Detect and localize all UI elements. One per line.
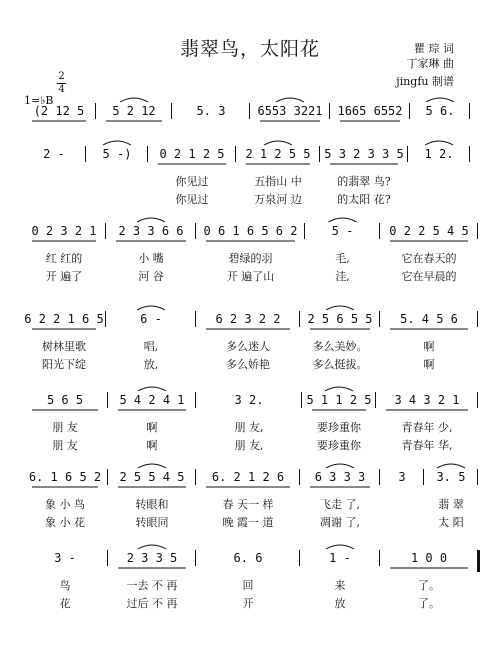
lyric-line-2: 放 bbox=[334, 597, 346, 610]
lyric-line-2: 多么娇艳 bbox=[226, 358, 270, 371]
measure-notes: 1 0 0 bbox=[410, 551, 448, 565]
measure-notes: 2 5 5 4 5 bbox=[119, 470, 185, 484]
measure-notes: 3 4 3 2 1 bbox=[394, 393, 460, 407]
lyric-line-2: 万泉河 边 bbox=[254, 193, 302, 206]
arranger-credit: jingfu 制谱 bbox=[396, 75, 454, 88]
measure-notes: 5 2 12 bbox=[112, 104, 156, 118]
lyric-line-2: 朋 友, bbox=[234, 439, 264, 452]
slur-mark bbox=[120, 98, 148, 102]
lyric-line-2: 青春年 华, bbox=[401, 439, 453, 452]
measure-notes: 5 6. bbox=[425, 104, 455, 118]
lyric-line-1: 朋 友 bbox=[52, 421, 78, 434]
slur-mark bbox=[264, 141, 292, 145]
lyric-line-2: 要珍重你 bbox=[317, 439, 361, 452]
slur-mark bbox=[103, 141, 131, 145]
lyric-line-2: 晚 霞一 道 bbox=[222, 516, 274, 529]
lyric-line-1: 多么迷人 bbox=[226, 340, 270, 353]
measure-notes: 6 3 3 3 bbox=[314, 470, 366, 484]
lyric-line-1: 来 bbox=[334, 579, 346, 592]
lyric-line-1: 朋 友, bbox=[234, 421, 264, 434]
lyric-line-1: 要珍重你 bbox=[317, 421, 361, 434]
slur-mark bbox=[426, 98, 454, 102]
measure-notes: 6. 6 bbox=[233, 551, 263, 565]
lyric-line-2: 洼, bbox=[335, 270, 350, 283]
lyric-line-1: 啊 bbox=[146, 421, 158, 434]
lyric-line-1: 回 bbox=[242, 579, 254, 592]
lyric-line-2: 转眼同 bbox=[135, 516, 169, 529]
lyric-line-1: 春 天一 样 bbox=[222, 498, 274, 511]
measure-notes: (2 12 5 bbox=[33, 104, 85, 118]
lyric-line-1: 唱, bbox=[143, 340, 159, 353]
measure-notes: 0 2 2 5 4 5 bbox=[389, 224, 469, 238]
lyric-line-2: 的太阳 花? bbox=[337, 193, 391, 206]
slur-mark bbox=[326, 464, 354, 468]
lyric-line-1: 你见过 bbox=[175, 175, 209, 188]
measure-notes: 2 5 6 5 5 bbox=[307, 312, 373, 326]
measure-notes: 6553 3221 bbox=[257, 104, 323, 118]
slur-mark bbox=[137, 218, 165, 222]
measure-notes: 5. 4 5 6 bbox=[400, 312, 458, 326]
measure-notes: 2 3 3 5 bbox=[126, 551, 178, 565]
lyric-line-1: 啊 bbox=[423, 340, 435, 353]
lyric-line-1: 飞走 了, bbox=[320, 498, 360, 511]
slur-mark bbox=[276, 98, 304, 102]
lyric-line-2: 了。 bbox=[418, 597, 440, 610]
lyric-line-1: 红 红的 bbox=[45, 252, 83, 265]
slur-mark bbox=[326, 545, 354, 549]
measure-notes: 5 1 1 2 5 bbox=[306, 393, 372, 407]
lyric-line-1: 碧绿的羽 bbox=[228, 252, 273, 265]
meter-bottom: 4 bbox=[58, 84, 65, 95]
lyric-line-1: 翡 翠 bbox=[438, 498, 464, 511]
lyric-line-1: 五指山 中 bbox=[254, 175, 302, 188]
lyric-line-2: 朋 友 bbox=[52, 439, 78, 452]
measure-notes: 2 3 3 6 6 bbox=[118, 224, 184, 238]
measure-notes: 5 -) bbox=[102, 147, 132, 161]
slur-mark bbox=[138, 464, 166, 468]
measure-notes: 1665 6552 bbox=[337, 104, 403, 118]
measure-notes: 6. 1 6 5 2 bbox=[28, 470, 102, 484]
measure-notes: 6 2 3 2 2 bbox=[215, 312, 281, 326]
lyric-line-1: 一去 不 再 bbox=[126, 579, 178, 592]
lyric-line-2: 太 阳 bbox=[438, 516, 464, 529]
lyric-line-1: 象 小 鸟 bbox=[45, 498, 85, 511]
lyric-line-2: 啊 bbox=[146, 439, 158, 452]
measure-notes: 6. 2 1 2 6 bbox=[211, 470, 285, 484]
slur-mark bbox=[329, 218, 357, 222]
measure-notes: 5 3 2 3 3 5 bbox=[324, 147, 404, 161]
lyric-line-2: 凋谢 了, bbox=[320, 516, 360, 529]
slur-mark bbox=[137, 306, 165, 310]
measure-notes: 6 2 2 1 6 5 bbox=[24, 312, 104, 326]
measure-notes: 1 - bbox=[329, 551, 351, 565]
meter-top: 2 bbox=[58, 71, 65, 82]
lyric-line-2: 它在早晨的 bbox=[401, 270, 457, 283]
lyric-line-1: 的翡翠 鸟? bbox=[337, 175, 391, 188]
measure-notes: 5 - bbox=[331, 224, 354, 238]
measure-notes: 5. 3 bbox=[196, 104, 226, 118]
lyric-line-1: 青春年 少, bbox=[401, 421, 453, 434]
key-signature: 1=♭B bbox=[24, 94, 54, 107]
measure-notes: 1 2. bbox=[424, 147, 454, 161]
lyric-line-1: 毛, bbox=[335, 252, 350, 265]
lyric-line-2: 开 遍了 bbox=[45, 270, 83, 283]
measure-notes: 5 4 2 4 1 bbox=[119, 393, 185, 407]
measure-notes: 5 6 5 bbox=[46, 393, 84, 407]
lyric-line-2: 开 bbox=[242, 597, 254, 610]
lyric-line-2: 河 谷 bbox=[138, 270, 164, 283]
measure-notes: 2 1 2 5 5 bbox=[245, 147, 311, 161]
measure-notes: 0 6 1 6 5 6 2 bbox=[203, 224, 298, 238]
lyric-line-1: 小 嘴 bbox=[138, 252, 164, 265]
lyricist-credit: 瞿 琮 词 bbox=[414, 42, 454, 55]
measure-notes: 0 2 3 2 1 bbox=[31, 224, 97, 238]
measure-notes: 3 - bbox=[54, 551, 76, 565]
measure-notes: 6 - bbox=[140, 312, 162, 326]
lyric-line-2: 花 bbox=[59, 597, 71, 610]
page-title: 翡翠鸟，太阳花 bbox=[179, 38, 320, 60]
lyric-line-1: 它在春天的 bbox=[401, 252, 457, 265]
slur-mark bbox=[425, 141, 453, 145]
slur-mark bbox=[325, 387, 353, 391]
lyric-line-1: 多么美妙。 bbox=[312, 340, 368, 353]
lyric-line-2: 开 遍了山 bbox=[226, 270, 275, 283]
measure-notes: 3 2. bbox=[234, 393, 264, 407]
lyric-line-2: 多么挺拔。 bbox=[312, 358, 368, 371]
measure-notes: 3. 5 bbox=[436, 470, 466, 484]
lyric-line-2: 放, bbox=[143, 358, 159, 371]
measure-notes: 3 bbox=[398, 470, 406, 484]
lyric-line-1: 鸟 bbox=[59, 579, 71, 592]
lyric-line-2: 阳光下绽 bbox=[42, 358, 86, 371]
slur-mark bbox=[437, 464, 465, 468]
slur-mark bbox=[326, 306, 354, 310]
lyric-line-1: 转眼和 bbox=[135, 498, 169, 511]
slur-mark bbox=[138, 387, 166, 391]
measure-notes: 0 2 1 2 5 bbox=[159, 147, 225, 161]
measure-notes: 2 - bbox=[43, 147, 65, 161]
lyric-line-1: 了。 bbox=[418, 579, 440, 592]
lyric-line-2: 过后 不 再 bbox=[126, 597, 178, 610]
lyric-line-2: 你见过 bbox=[175, 193, 209, 206]
composer-credit: 丁家琳 曲 bbox=[406, 57, 454, 70]
slur-mark bbox=[138, 545, 166, 549]
lyric-line-2: 象 小 花 bbox=[45, 516, 85, 529]
lyric-line-2: 啊 bbox=[423, 358, 435, 371]
lyric-line-1: 树林里歌 bbox=[42, 340, 86, 353]
